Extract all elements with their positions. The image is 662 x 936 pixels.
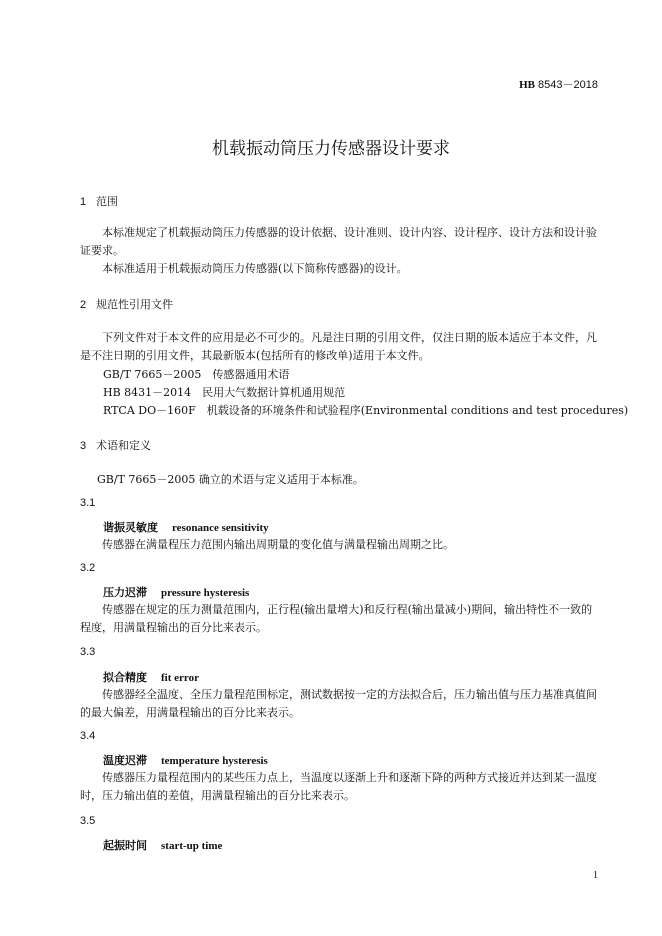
reference-item: HB 8431－2014 民用大气数据计算机通用规范 [103,386,346,399]
section-1-heading: 1 范围 [80,195,118,208]
page-number: 1 [593,870,598,881]
term-heading: 温度迟滞 temperature hysteresis [103,754,268,767]
term-definition: 传感器在满量程压力范围内输出周期量的变化值与满量程输出周期之比。 [102,538,454,551]
term-definition: 传感器在规定的压力测量范围内，正行程(输出量增大)和反行程(输出量减小)期间，输出特性不一致的程度，用满量程输出的百分比来表示。 [80,603,593,634]
term-number: 3.3 [80,646,96,658]
document-title: 机载振动筒压力传感器设计要求 [212,139,450,159]
term-heading: 拟合精度 fit error [103,671,199,684]
standard-code: HB 8543－2018 [519,79,598,91]
section-2-heading: 2 规范性引用文件 [80,298,173,311]
term-heading: 起振时间 start-up time [103,839,223,852]
term-number: 3.1 [80,497,96,509]
term-number: 3.5 [80,815,96,827]
section-3-heading: 3 术语和定义 [80,439,151,452]
term-number: 3.2 [80,562,96,574]
term-number: 3.4 [80,730,96,742]
section-2-paragraph-1: 下列文件对于本文件的应用是必不可少的。凡是注日期的引用文件，仅注日期的版本适应于本文件，凡是不注日期的引用文件，其最新版本(包括所有的修改单)适用于本文件。 [80,331,597,362]
term-definition: 传感器经全温度、全压力量程范围标定，测试数据按一定的方法拟合后，压力输出值与压力基准真值间的最大偏差，用满量程输出的百分比来表示。 [80,688,597,719]
term-heading: 谐振灵敏度 resonance sensitivity [103,521,269,534]
term-definition: 传感器压力量程范围内的某些压力点上，当温度以逐渐上升和逐渐下降的两种方式接近并达到某一温度时，压力输出值的差值，用满量程输出的百分比来表示。 [80,771,597,802]
term-heading: 压力迟滞 pressure hysteresis [103,586,250,599]
reference-item: RTCA DO－160F 机载设备的环境条件和试验程序(Environmental conditions and test procedures) [103,404,629,417]
section-1-paragraph-1: 本标准规定了机载振动筒压力传感器的设计依据、设计准则、设计内容、设计程序、设计方法和设计验证要求。 [80,226,597,257]
section-3-paragraph-1: GB/T 7665－2005 确立的术语与定义适用于本标准。 [97,473,364,486]
section-1-paragraph-2: 本标准适用于机载振动筒压力传感器(以下简称传感器)的设计。 [102,262,408,275]
reference-item: GB/T 7665－2005 传感器通用术语 [103,368,290,381]
